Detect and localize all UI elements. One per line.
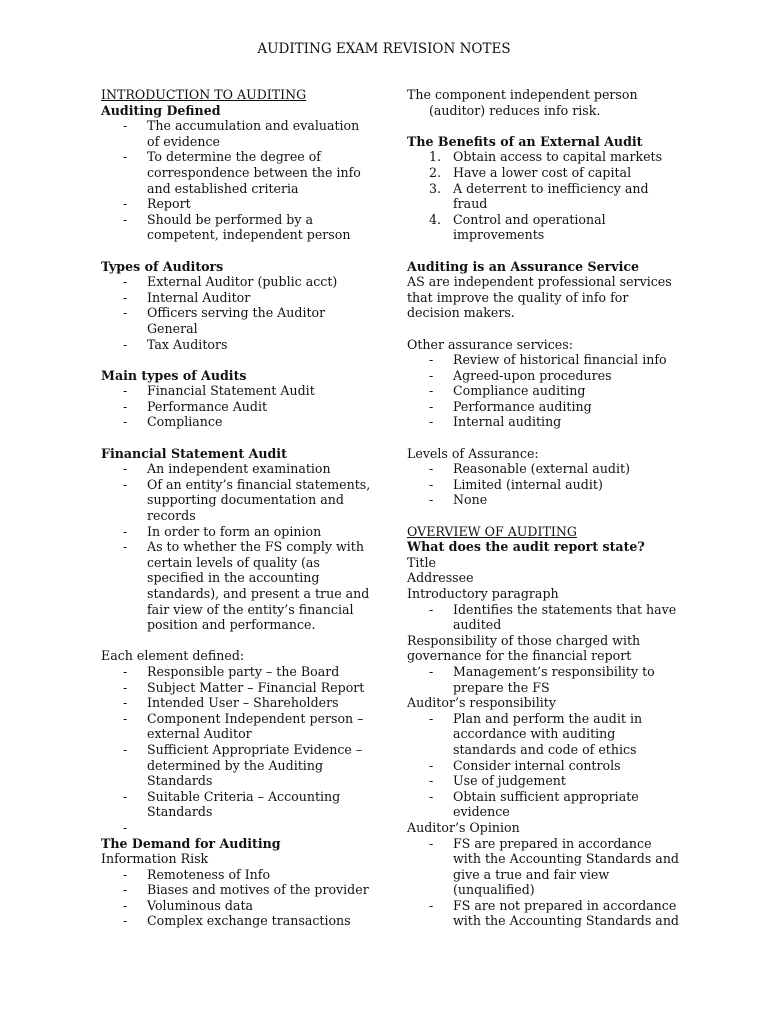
bullet-marker <box>101 820 147 836</box>
bullet-item <box>407 664 677 695</box>
text-line: Management’s responsibility to <box>453 663 655 679</box>
dash-marker: - <box>429 476 434 492</box>
bullet-item <box>407 461 677 477</box>
bullet-marker <box>407 664 453 695</box>
item-text <box>147 461 371 477</box>
bullet-item <box>407 773 677 789</box>
bullet-item <box>407 711 677 758</box>
text-line: records <box>147 508 196 524</box>
dash-marker: - <box>429 367 434 383</box>
dash-marker: - <box>429 492 434 508</box>
numbered-item <box>407 149 677 165</box>
subheading: Auditing Defined <box>101 102 221 118</box>
dash-marker: - <box>123 819 128 835</box>
bullet-marker <box>101 539 147 633</box>
text-line: The accumulation and evaluation <box>147 118 360 134</box>
text-line: Agreed-upon procedures <box>453 367 612 383</box>
item-text <box>147 898 371 914</box>
bullet-item <box>101 898 371 914</box>
text-line: None <box>453 492 488 508</box>
text-line: Auditor’s Opinion <box>407 819 520 835</box>
text-line: competent, independent person <box>147 227 351 243</box>
item-number: 2. <box>429 164 442 180</box>
dash-marker: - <box>429 710 434 726</box>
bullet-marker <box>101 680 147 696</box>
text-line: Auditor’s responsibility <box>407 695 556 711</box>
text-line: fair view of the entity’s financial <box>147 601 354 617</box>
subheading: Types of Auditors <box>101 258 224 274</box>
bullet-item <box>101 524 371 540</box>
text-line: Responsible party – the Board <box>147 663 340 679</box>
item-text <box>147 524 371 540</box>
dash-marker: - <box>123 788 128 804</box>
dash-marker: - <box>123 523 128 539</box>
item-text <box>147 212 371 243</box>
bullet-marker <box>101 882 147 898</box>
item-text <box>147 149 371 196</box>
text-line: Obtain sufficient appropriate <box>453 788 639 804</box>
bullet-item <box>101 305 371 336</box>
item-text <box>147 867 371 883</box>
bullet-marker <box>407 368 453 384</box>
dash-marker: - <box>123 663 128 679</box>
bullet-item <box>101 290 371 306</box>
text-line: give a true and fair view <box>453 866 610 882</box>
spacer <box>101 243 371 259</box>
dash-marker: - <box>123 274 128 290</box>
bullet-marker <box>407 773 453 789</box>
item-number: 3. <box>429 180 442 196</box>
item-text <box>147 305 371 336</box>
subheading: Financial Statement Audit <box>101 445 287 461</box>
text-line: Internal auditing <box>453 414 562 430</box>
spacer <box>407 508 677 524</box>
item-text <box>453 368 677 384</box>
bullet-marker <box>407 181 453 212</box>
text-line: Information Risk <box>101 851 209 867</box>
item-text <box>453 711 677 758</box>
bullet-marker <box>101 290 147 306</box>
item-text <box>147 711 371 742</box>
text-line: supporting documentation and <box>147 492 344 508</box>
text-line: Levels of Assurance: <box>407 445 539 461</box>
bullet-marker <box>101 742 147 789</box>
bullet-marker <box>407 477 453 493</box>
bullet-item <box>101 742 371 789</box>
numbered-item <box>407 212 677 243</box>
text-line: accordance with auditing <box>453 726 616 742</box>
text-line: Intended User – Shareholders <box>147 695 339 711</box>
dash-marker: - <box>429 757 434 773</box>
bullet-item <box>101 196 371 212</box>
text-line: General <box>147 320 198 336</box>
text-line: audited <box>453 617 502 633</box>
bullet-marker <box>407 492 453 508</box>
bullet-marker <box>101 212 147 243</box>
text-line: Compliance <box>147 414 223 430</box>
bullet-item <box>101 399 371 415</box>
bullet-marker <box>101 898 147 914</box>
dash-marker: - <box>123 897 128 913</box>
item-text <box>453 898 679 929</box>
bullet-marker <box>407 711 453 758</box>
bullet-item <box>101 337 371 353</box>
spacer <box>101 633 371 649</box>
text-line: To determine the degree of <box>147 149 321 165</box>
text-line: The component independent person <box>407 87 638 102</box>
dash-marker: - <box>123 289 128 305</box>
text-line: Have a lower cost of capital <box>453 164 632 180</box>
bullet-marker <box>407 602 453 633</box>
text-line: Suitable Criteria – Accounting <box>147 788 341 804</box>
bullet-item <box>407 789 677 820</box>
dash-marker: - <box>123 196 128 212</box>
dash-marker: - <box>123 118 128 134</box>
text-line: Standards <box>147 804 213 820</box>
item-text <box>147 664 371 680</box>
dash-marker: - <box>429 663 434 679</box>
dash-marker: - <box>123 539 128 555</box>
bullet-marker <box>101 305 147 336</box>
bullet-marker <box>101 477 147 524</box>
item-text <box>147 695 371 711</box>
bullet-marker <box>101 695 147 711</box>
text-line: evidence <box>453 804 510 820</box>
text-line: Title <box>407 554 436 570</box>
item-text <box>147 196 371 212</box>
bullet-marker <box>407 414 453 430</box>
bullet-item <box>407 414 677 430</box>
text-line: prepare the FS <box>453 679 550 695</box>
bullet-item <box>101 149 371 196</box>
item-text <box>453 399 677 415</box>
bullet-marker <box>407 212 453 243</box>
dash-marker: - <box>429 352 434 368</box>
item-text <box>147 414 371 430</box>
item-text <box>453 773 677 789</box>
bullet-marker <box>101 711 147 742</box>
dash-marker: - <box>123 305 128 321</box>
bullet-item <box>101 913 371 929</box>
text-line: Use of judgement <box>453 773 566 789</box>
text-line: with the Accounting Standards and <box>453 913 679 929</box>
dash-marker: - <box>429 773 434 789</box>
dash-marker: - <box>429 601 434 617</box>
text-line: improvements <box>453 227 545 243</box>
text-line: Should be performed by a <box>147 211 313 227</box>
bullet-item <box>101 212 371 243</box>
left-column <box>101 87 371 929</box>
item-text <box>453 149 677 165</box>
section-heading: OVERVIEW OF AUDITING <box>407 523 577 539</box>
text-line: Plan and perform the audit in <box>453 710 643 726</box>
text-line: position and performance. <box>147 617 316 633</box>
bullet-marker <box>101 913 147 929</box>
bullet-marker <box>407 898 453 929</box>
dash-marker: - <box>123 211 128 227</box>
bullet-item <box>101 820 371 836</box>
text-line: External Auditor (public acct) <box>147 274 338 290</box>
item-text <box>147 820 371 836</box>
text-line: Component Independent person – <box>147 710 364 726</box>
item-text <box>453 789 677 820</box>
text-line: Each element defined: <box>101 648 245 664</box>
dash-marker: - <box>429 414 434 430</box>
subheading: What does the audit report state? <box>407 539 645 555</box>
dash-marker: - <box>123 398 128 414</box>
text-line: Officers serving the Auditor <box>147 305 326 321</box>
item-text <box>147 337 371 353</box>
item-text <box>453 165 677 181</box>
text-line: specified in the accounting <box>147 570 320 586</box>
item-text <box>453 477 677 493</box>
bullet-item <box>407 758 677 774</box>
text-line: As to whether the FS comply with <box>147 539 364 555</box>
item-text <box>147 274 371 290</box>
bullet-item <box>101 664 371 680</box>
text-line: of evidence <box>147 133 220 149</box>
spacer <box>407 243 677 259</box>
numbered-item <box>407 181 677 212</box>
bullet-item <box>101 680 371 696</box>
bullet-marker <box>101 867 147 883</box>
text-line: Biases and motives of the provider <box>147 882 369 898</box>
text-line: Complex exchange transactions <box>147 913 351 929</box>
item-text <box>147 399 371 415</box>
text-line: external Auditor <box>147 726 252 742</box>
item-text <box>453 181 677 212</box>
text-line: Subject Matter – Financial Report <box>147 679 365 695</box>
item-text <box>453 212 677 243</box>
item-text <box>147 477 371 524</box>
bullet-marker <box>101 399 147 415</box>
item-number: 1. <box>429 149 442 165</box>
text-line: A deterrent to inefficiency and <box>453 180 649 196</box>
bullet-marker <box>101 664 147 680</box>
bullet-item <box>407 352 677 368</box>
subheading: Auditing is an Assurance Service <box>407 258 640 274</box>
text-line: Obtain access to capital markets <box>453 149 663 165</box>
dash-marker: - <box>123 710 128 726</box>
text-line: Limited (internal audit) <box>453 476 603 492</box>
numbered-item <box>407 165 677 181</box>
bullet-marker <box>101 118 147 149</box>
dash-marker: - <box>429 461 434 477</box>
item-text <box>147 913 371 929</box>
subheading: Main types of Audits <box>101 367 247 383</box>
dash-marker: - <box>123 913 128 929</box>
text-line: Introductory paragraph <box>407 586 559 601</box>
bullet-marker <box>407 399 453 415</box>
text-line: Control and operational <box>453 211 606 227</box>
text-line: decision makers. <box>407 305 515 321</box>
dash-marker: - <box>123 741 128 757</box>
bullet-item <box>407 399 677 415</box>
item-text <box>453 492 677 508</box>
text-line: In order to form an opinion <box>147 523 322 539</box>
bullet-item <box>101 118 371 149</box>
item-text <box>147 742 371 789</box>
text-line: Reasonable (external audit) <box>453 461 630 477</box>
bullet-item <box>407 898 677 929</box>
bullet-item <box>407 477 677 493</box>
text-line: Addressee <box>407 570 474 586</box>
dash-marker: - <box>429 398 434 414</box>
bullet-marker <box>407 149 453 165</box>
item-text <box>147 118 371 149</box>
bullet-marker <box>407 461 453 477</box>
bullet-marker <box>407 165 453 181</box>
bullet-item <box>101 867 371 883</box>
dash-marker: - <box>123 461 128 477</box>
text-line: Sufficient Appropriate Evidence – <box>147 741 363 757</box>
text-line: Identifies the statements that have <box>453 601 677 617</box>
text-line: Performance auditing <box>453 398 592 414</box>
text-line: fraud <box>453 196 488 212</box>
bullet-marker <box>101 461 147 477</box>
item-text <box>453 664 677 695</box>
dash-marker: - <box>123 383 128 399</box>
bullet-item <box>101 383 371 399</box>
spacer <box>407 430 677 446</box>
bullet-item <box>101 711 371 742</box>
bullet-marker <box>407 836 453 898</box>
text-line: Of an entity’s financial statements, <box>147 476 371 492</box>
bullet-item <box>407 368 677 384</box>
bullet-marker <box>101 149 147 196</box>
dash-marker: - <box>429 897 434 913</box>
item-text <box>453 602 677 633</box>
bullet-marker <box>101 524 147 540</box>
page-title: AUDITING EXAM REVISION NOTES <box>257 41 511 57</box>
bullet-marker <box>407 758 453 774</box>
spacer <box>407 321 677 337</box>
text-line: Other assurance services: <box>407 336 573 352</box>
text-line: FS are prepared in accordance <box>453 835 652 851</box>
text-line: certain levels of quality (as <box>147 554 320 570</box>
dash-marker: - <box>429 835 434 851</box>
bullet-item <box>101 274 371 290</box>
item-text <box>147 383 371 399</box>
text-line: Responsibility of those charged with <box>407 632 641 648</box>
text-line: Internal Auditor <box>147 289 251 305</box>
bullet-marker <box>407 383 453 399</box>
text-line: standards and code of ethics <box>453 741 637 757</box>
bullet-item <box>101 789 371 820</box>
text-line: and established criteria <box>147 180 299 196</box>
text-line: Consider internal controls <box>453 757 621 773</box>
dash-marker: - <box>429 788 434 804</box>
section-heading: INTRODUCTION TO AUDITING <box>101 87 307 102</box>
item-text <box>453 352 677 368</box>
bullet-item <box>407 602 677 633</box>
item-text <box>147 539 371 633</box>
text-line: Voluminous data <box>147 897 254 913</box>
bullet-item <box>407 836 677 898</box>
item-number: 4. <box>429 211 442 227</box>
item-text <box>453 414 677 430</box>
text-line: Report <box>147 196 191 212</box>
bullet-item <box>101 539 371 633</box>
bullet-marker <box>101 789 147 820</box>
item-text <box>147 789 371 820</box>
item-text <box>147 680 371 696</box>
spacer <box>101 352 371 368</box>
dash-marker: - <box>123 149 128 165</box>
text-line: with the Accounting Standards and <box>453 851 679 867</box>
item-text <box>453 383 677 399</box>
text-line: (unqualified) <box>453 882 535 898</box>
subheading: The Benefits of an External Audit <box>407 133 643 149</box>
text-line: governance for the financial report <box>407 648 632 664</box>
bullet-marker <box>407 789 453 820</box>
bullet-marker <box>101 274 147 290</box>
text-line: An independent examination <box>147 461 331 477</box>
text-line: Review of historical financial info <box>453 352 667 368</box>
text-line: Tax Auditors <box>147 336 228 352</box>
text-line: correspondence between the info <box>147 164 361 180</box>
dash-marker: - <box>123 414 128 430</box>
dash-marker: - <box>123 336 128 352</box>
subheading: The Demand for Auditing <box>101 835 281 851</box>
dash-marker: - <box>123 476 128 492</box>
spacer <box>407 118 677 134</box>
bullet-marker <box>101 383 147 399</box>
bullet-item <box>407 383 677 399</box>
text-line: that improve the quality of info for <box>407 289 629 305</box>
item-text <box>453 836 679 898</box>
spacer <box>101 430 371 446</box>
dash-marker: - <box>123 882 128 898</box>
text-line: Standards <box>147 773 213 789</box>
bullet-item <box>101 414 371 430</box>
bullet-marker <box>101 414 147 430</box>
bullet-marker <box>101 196 147 212</box>
bullet-item <box>101 882 371 898</box>
right-column <box>407 87 677 929</box>
bullet-item <box>101 695 371 711</box>
bullet-item <box>407 492 677 508</box>
dash-marker: - <box>123 679 128 695</box>
text-line: Performance Audit <box>147 398 268 414</box>
item-text <box>453 461 677 477</box>
item-text <box>147 290 371 306</box>
text-line: standards), and present a true and <box>147 586 370 601</box>
bullet-marker <box>407 352 453 368</box>
text-line: (auditor) reduces info risk. <box>429 102 601 118</box>
text-line: AS are independent professional services <box>407 274 672 290</box>
dash-marker: - <box>123 695 128 711</box>
bullet-item <box>101 461 371 477</box>
text-line: determined by the Auditing <box>147 757 324 773</box>
text-line: Compliance auditing <box>453 383 586 399</box>
text-line: FS are not prepared in accordance <box>453 897 677 913</box>
bullet-item <box>101 477 371 524</box>
text-line: Financial Statement Audit <box>147 383 315 399</box>
item-text <box>453 758 677 774</box>
bullet-marker <box>101 337 147 353</box>
text-line: Remoteness of Info <box>147 866 271 882</box>
dash-marker: - <box>429 383 434 399</box>
dash-marker: - <box>123 866 128 882</box>
item-text <box>147 882 371 898</box>
